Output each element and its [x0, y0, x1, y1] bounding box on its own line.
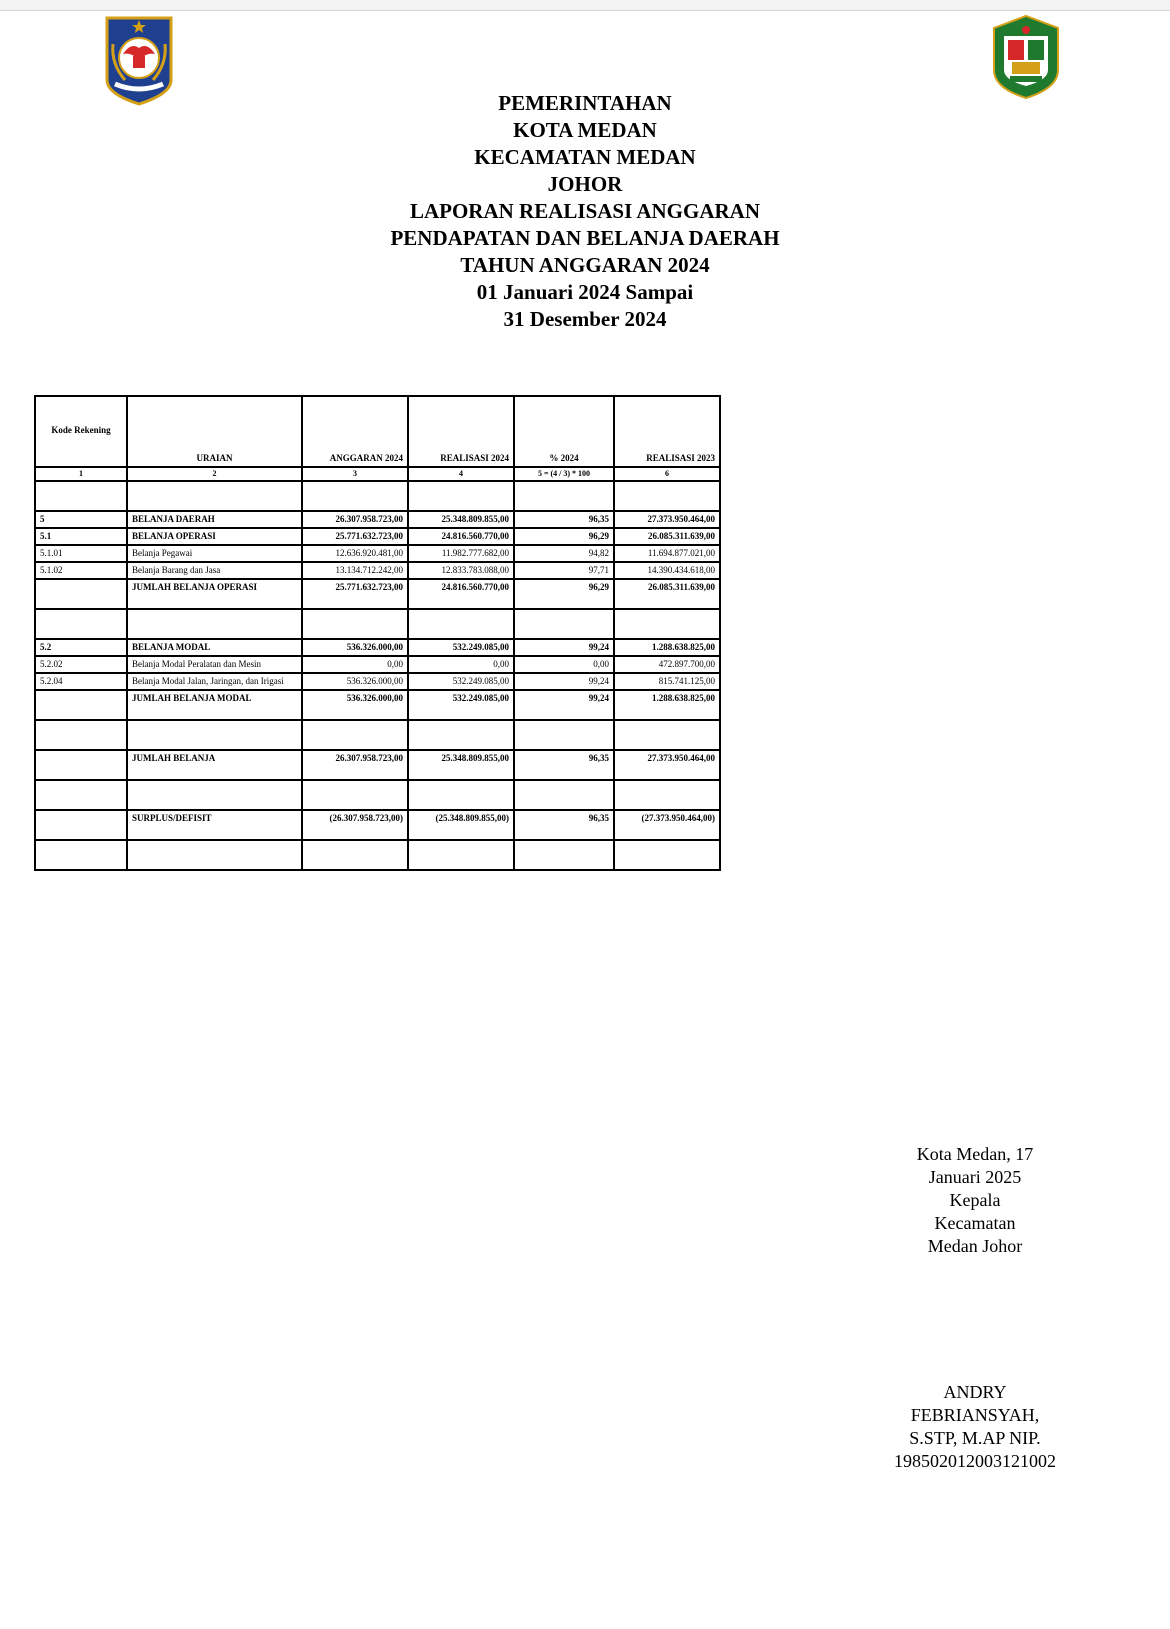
realisasi-lalu-cell: 27.373.950.464,00 [614, 511, 720, 528]
kode-cell: 5.1.02 [35, 562, 127, 579]
uraian-cell: JUMLAH BELANJA MODAL [127, 690, 302, 720]
column-header: URAIAN [127, 396, 302, 467]
signature-place-title [880, 1143, 1070, 1258]
table-spacer-row [35, 840, 720, 870]
table-header-row [35, 396, 720, 467]
signature-name-block [880, 1381, 1070, 1473]
signature-place-date: Kota Medan, 17 [916, 1144, 1034, 1164]
viewer-top-border [0, 0, 1170, 11]
persen-cell: 96,29 [514, 579, 614, 609]
anggaran-cell: 12.636.920.481,00 [302, 545, 408, 562]
realisasi-lalu-cell: 815.741.125,00 [614, 673, 720, 690]
kode-cell: 5.1 [35, 528, 127, 545]
table-subtotal-row [35, 690, 720, 720]
column-number: 6 [614, 467, 720, 481]
table-spacer-row [35, 481, 720, 511]
kode-cell: 5.1.01 [35, 545, 127, 562]
realisasi-lalu-cell: (27.373.950.464,00) [614, 810, 720, 840]
heading-line: TAHUN ANGGARAN 2024 [460, 253, 710, 277]
anggaran-cell: 536.326.000,00 [302, 690, 408, 720]
kota-medan-emblem-icon [990, 14, 1062, 100]
anggaran-cell: 25.771.632.723,00 [302, 579, 408, 609]
realisasi-cell: 25.348.809.855,00 [408, 511, 514, 528]
realisasi-cell: 24.816.560.770,00 [408, 528, 514, 545]
anggaran-cell: 26.307.958.723,00 [302, 511, 408, 528]
realisasi-lalu-cell: 26.085.311.639,00 [614, 579, 720, 609]
column-header: % 2024 [514, 396, 614, 467]
realisasi-cell: (25.348.809.855,00) [408, 810, 514, 840]
signatory-nip: 198502012003121002 [894, 1451, 1056, 1471]
realisasi-lalu-cell: 27.373.950.464,00 [614, 750, 720, 780]
signatory-name: S.STP, M.AP NIP. [909, 1428, 1041, 1448]
heading-line: LAPORAN REALISASI ANGGARAN [409, 199, 761, 223]
realisasi-cell: 24.816.560.770,00 [408, 579, 514, 609]
table-row [35, 656, 720, 673]
column-number: 3 [302, 467, 408, 481]
realisasi-lalu-cell: 1.288.638.825,00 [614, 639, 720, 656]
heading-line: JOHOR [547, 172, 623, 196]
column-header: ANGGARAN 2024 [302, 396, 408, 467]
table-row [35, 511, 720, 528]
uraian-cell: BELANJA DAERAH [127, 511, 302, 528]
anggaran-cell: 25.771.632.723,00 [302, 528, 408, 545]
realisasi-cell: 532.249.085,00 [408, 690, 514, 720]
column-header: REALISASI 2023 [614, 396, 720, 467]
signatory-name: ANDRY [943, 1382, 1007, 1402]
uraian-cell: Belanja Barang dan Jasa [127, 562, 302, 579]
persen-cell: 96,35 [514, 750, 614, 780]
column-number-row [35, 467, 720, 481]
heading-line: KECAMATAN MEDAN [474, 145, 696, 169]
table-spacer-row [35, 720, 720, 750]
column-number: 2 [127, 467, 302, 481]
table-spacer-row [35, 609, 720, 639]
anggaran-cell: 13.134.712.242,00 [302, 562, 408, 579]
heading-line: 01 Januari 2024 Sampai [476, 280, 694, 304]
persen-cell: 94,82 [514, 545, 614, 562]
column-number: 5 = (4 / 3) * 100 [514, 467, 614, 481]
realisasi-lalu-cell: 11.694.877.021,00 [614, 545, 720, 562]
table-row [35, 528, 720, 545]
signature-title: Kepala [949, 1190, 1001, 1210]
column-header: Kode Rekening [35, 396, 127, 467]
anggaran-cell: 26.307.958.723,00 [302, 750, 408, 780]
table-subtotal-row [35, 579, 720, 609]
kode-cell [35, 750, 127, 780]
table-surplus-row [35, 810, 720, 840]
realisasi-cell: 532.249.085,00 [408, 639, 514, 656]
uraian-cell: SURPLUS/DEFISIT [127, 810, 302, 840]
report-heading [330, 90, 840, 333]
uraian-cell: BELANJA OPERASI [127, 528, 302, 545]
realisasi-cell: 0,00 [408, 656, 514, 673]
uraian-cell: Belanja Pegawai [127, 545, 302, 562]
persen-cell: 96,35 [514, 511, 614, 528]
signatory-name: FEBRIANSYAH, [910, 1405, 1040, 1425]
table-row [35, 545, 720, 562]
persen-cell: 99,24 [514, 690, 614, 720]
table-total-row [35, 750, 720, 780]
budget-realization-table [34, 395, 721, 871]
uraian-cell: BELANJA MODAL [127, 639, 302, 656]
realisasi-lalu-cell: 26.085.311.639,00 [614, 528, 720, 545]
kode-cell: 5.2 [35, 639, 127, 656]
signature-place-date: Januari 2025 [928, 1167, 1022, 1187]
realisasi-cell: 25.348.809.855,00 [408, 750, 514, 780]
table-row [35, 673, 720, 690]
realisasi-lalu-cell: 472.897.700,00 [614, 656, 720, 673]
kode-cell: 5.2.04 [35, 673, 127, 690]
realisasi-lalu-cell: 14.390.434.618,00 [614, 562, 720, 579]
kode-cell [35, 810, 127, 840]
persen-cell: 96,29 [514, 528, 614, 545]
table-spacer-row [35, 780, 720, 810]
column-header: REALISASI 2024 [408, 396, 514, 467]
anggaran-cell: 0,00 [302, 656, 408, 673]
persen-cell: 99,24 [514, 639, 614, 656]
kode-cell: 5 [35, 511, 127, 528]
signature-title: Kecamatan [934, 1213, 1016, 1233]
realisasi-lalu-cell: 1.288.638.825,00 [614, 690, 720, 720]
realisasi-cell: 12.833.783.088,00 [408, 562, 514, 579]
realisasi-cell: 11.982.777.682,00 [408, 545, 514, 562]
uraian-cell: Belanja Modal Peralatan dan Mesin [127, 656, 302, 673]
kemendagri-emblem-icon [103, 14, 175, 106]
table-row [35, 562, 720, 579]
heading-line: KOTA MEDAN [513, 118, 657, 142]
kode-cell [35, 690, 127, 720]
kode-cell [35, 579, 127, 609]
kode-cell: 5.2.02 [35, 656, 127, 673]
heading-line: 31 Desember 2024 [503, 307, 667, 331]
persen-cell: 96,35 [514, 810, 614, 840]
column-number: 1 [35, 467, 127, 481]
column-number: 4 [408, 467, 514, 481]
persen-cell: 99,24 [514, 673, 614, 690]
anggaran-cell: (26.307.958.723,00) [302, 810, 408, 840]
uraian-cell: Belanja Modal Jalan, Jaringan, dan Irigasi [127, 673, 302, 690]
uraian-cell: JUMLAH BELANJA OPERASI [127, 579, 302, 609]
signature-title: Medan Johor [927, 1236, 1023, 1256]
heading-line: PEMERINTAHAN [498, 91, 672, 115]
table-row [35, 639, 720, 656]
uraian-cell: JUMLAH BELANJA [127, 750, 302, 780]
anggaran-cell: 536.326.000,00 [302, 673, 408, 690]
heading-line: PENDAPATAN DAN BELANJA DAERAH [390, 226, 780, 250]
persen-cell: 0,00 [514, 656, 614, 673]
persen-cell: 97,71 [514, 562, 614, 579]
realisasi-cell: 532.249.085,00 [408, 673, 514, 690]
anggaran-cell: 536.326.000,00 [302, 639, 408, 656]
